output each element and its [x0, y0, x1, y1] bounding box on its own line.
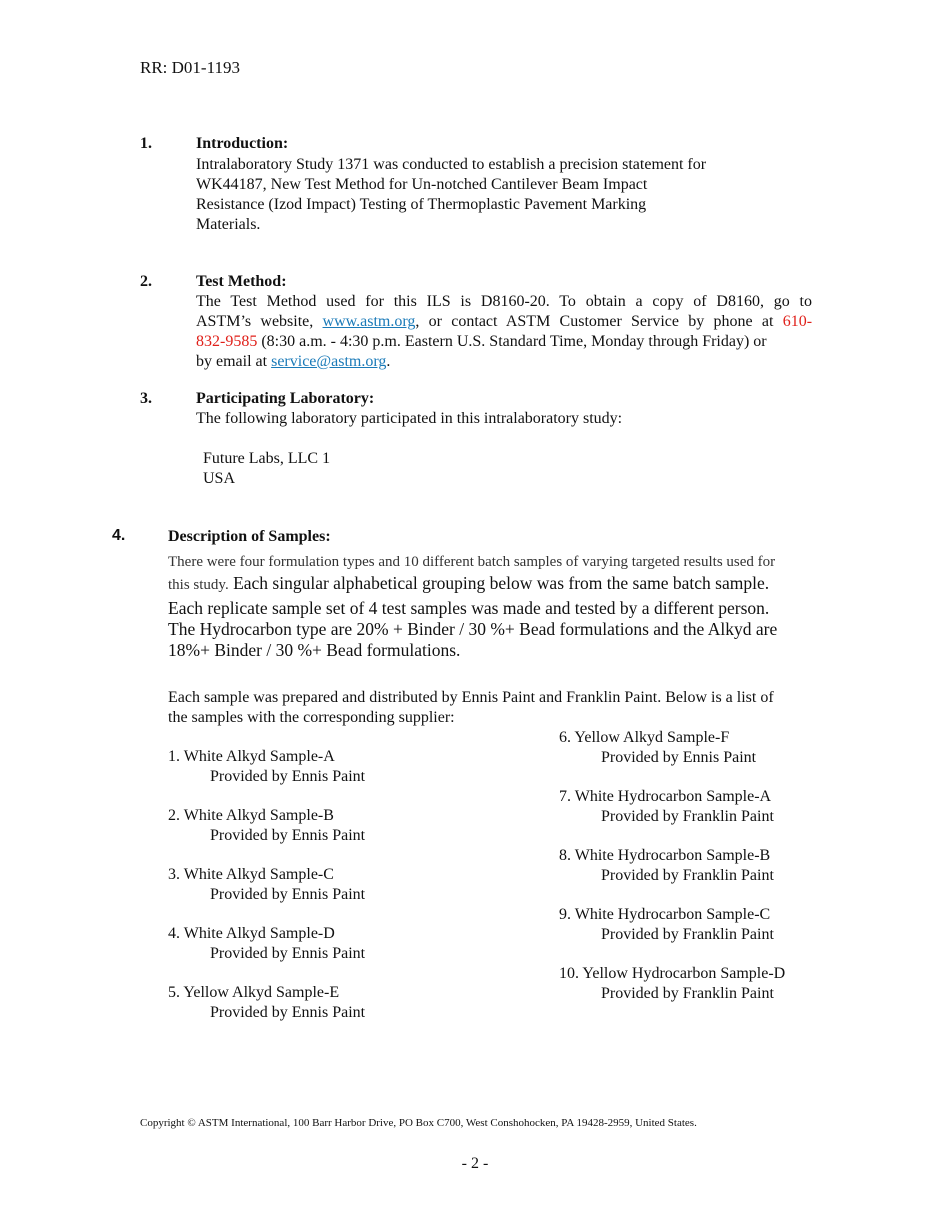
sample-provider: Provided by Ennis Paint [210, 826, 366, 844]
sample-label: 5. Yellow Alkyd Sample-E [168, 984, 340, 1001]
section-4-text: this study. [168, 577, 229, 593]
section-2-text: (8:30 a.m. - 4:30 p.m. Eastern U.S. Standard Time, Monday through Friday) or [257, 333, 767, 350]
section-1-line: Materials. [196, 216, 261, 233]
list-item [168, 924, 365, 983]
section-3-number: 3. [140, 390, 152, 407]
section-4-line: There were four formulation types and 10 different batch samples of varying targeted results used for [168, 554, 776, 570]
astm-website-link[interactable]: www.astm.org [322, 313, 416, 330]
prep-line: Each sample was prepared and distributed by Ennis Paint and Franklin Paint. Below is a list of [168, 689, 774, 706]
section-2-line [196, 332, 812, 352]
section-4-text: Each singular alphabetical grouping below was from the same batch sample. [228, 573, 770, 593]
section-4-line: 18%+ Binder / 30 %+ Bead formulations. [168, 640, 461, 660]
section-2-line [196, 312, 812, 332]
lab-country: USA [203, 470, 236, 487]
copyright-notice: Copyright © ASTM International, 100 Barr Harbor Drive, PO Box C700, West Conshohocken, PA 19428-2959, United States. [140, 1117, 697, 1129]
section-1-line: WK44187, New Test Method for Un-notched Cantilever Beam Impact [196, 176, 648, 193]
section-2-text: by email at [196, 353, 272, 370]
section-4-heading: Description of Samples: [168, 528, 331, 545]
sample-provider: Provided by Franklin Paint [601, 807, 774, 825]
sample-provider: Provided by Ennis Paint [210, 767, 366, 785]
section-2-line: The Test Method used for this ILS is D8160-20. To obtain a copy of D8160, go to [196, 293, 812, 310]
phone-number: 832-9585 [196, 333, 258, 350]
sample-provider: Provided by Ennis Paint [210, 1003, 366, 1021]
sample-label: 10. Yellow Hydrocarbon Sample-D [559, 965, 786, 982]
sample-provider: Provided by Franklin Paint [601, 925, 774, 943]
list-item [559, 964, 785, 1023]
list-item [168, 806, 365, 865]
section-2-text: ASTM’s website, [196, 313, 323, 330]
list-item [559, 728, 785, 787]
section-1-number: 1. [140, 135, 152, 152]
sample-label: 7. White Hydrocarbon Sample-A [559, 788, 772, 805]
sample-label: 1. White Alkyd Sample-A [168, 748, 335, 765]
section-2-body [196, 292, 812, 372]
section-2-number: 2. [140, 273, 152, 290]
section-4-line [168, 573, 848, 596]
section-3-line: The following laboratory participated in this intralaboratory study: [196, 410, 623, 427]
sample-label: 2. White Alkyd Sample-B [168, 807, 334, 824]
list-item [559, 846, 785, 905]
section-2-text: , or contact ASTM Customer Service by phone at [415, 313, 783, 330]
phone-number: 610- [782, 313, 813, 330]
section-1-heading: Introduction: [196, 135, 289, 152]
section-4-line: The Hydrocarbon type are 20% + Binder / 30 %+ Bead formulations and the Alkyd are [168, 619, 778, 639]
section-1-line: Intralaboratory Study 1371 was conducted to establish a precision statement for [196, 156, 707, 173]
section-3-heading: Participating Laboratory: [196, 390, 375, 407]
section-2-line [196, 352, 812, 372]
sample-provider: Provided by Ennis Paint [210, 885, 366, 903]
sample-label: 6. Yellow Alkyd Sample-F [559, 729, 730, 746]
page-number: - 2 - [461, 1155, 489, 1172]
section-4-body [168, 552, 848, 661]
section-2-text: . [386, 353, 391, 370]
sample-list-left [168, 747, 365, 1042]
report-id: RR: D01-1193 [140, 58, 240, 77]
prep-paragraph [168, 688, 774, 728]
list-item [559, 787, 785, 846]
section-1-line: Resistance (Izod Impact) Testing of Thermoplastic Pavement Marking [196, 196, 647, 213]
list-item [168, 747, 365, 806]
sample-provider: Provided by Ennis Paint [601, 748, 757, 766]
section-1-body [196, 155, 706, 235]
sample-provider: Provided by Ennis Paint [210, 944, 366, 962]
sample-list-right [559, 728, 785, 1023]
lab-name: Future Labs, LLC 1 [203, 450, 331, 467]
sample-label: 3. White Alkyd Sample-C [168, 866, 334, 883]
sample-label: 9. White Hydrocarbon Sample-C [559, 906, 771, 923]
sample-label: 8. White Hydrocarbon Sample-B [559, 847, 771, 864]
sample-label: 4. White Alkyd Sample-D [168, 925, 335, 942]
section-4-number: 4. [112, 527, 126, 544]
section-4-line: Each replicate sample set of 4 test samples was made and tested by a different person. [168, 598, 770, 618]
list-item [168, 865, 365, 924]
list-item [559, 905, 785, 964]
section-2-heading: Test Method: [196, 273, 287, 290]
email-link[interactable]: service@astm.org [271, 353, 387, 370]
sample-provider: Provided by Franklin Paint [601, 984, 774, 1002]
list-item [168, 983, 365, 1042]
sample-provider: Provided by Franklin Paint [601, 866, 774, 884]
prep-line: the samples with the corresponding supplier: [168, 709, 455, 726]
